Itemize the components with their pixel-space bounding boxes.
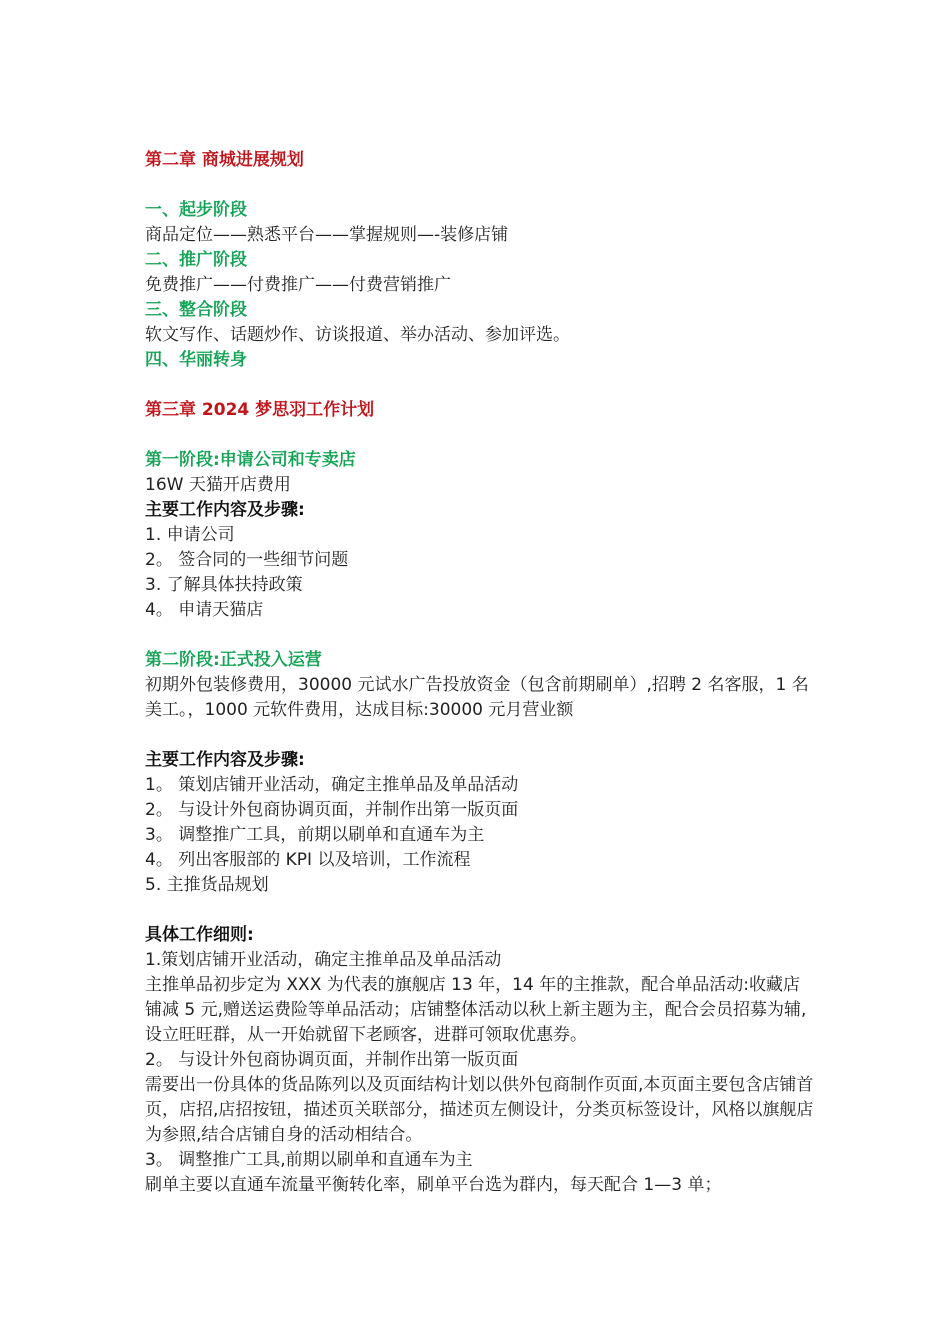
section-3-title: 三、整合阶段 bbox=[145, 300, 247, 320]
phase-1-step: 4。 申请天猫店 bbox=[145, 600, 264, 620]
phase-1-step: 2。 签合同的一些细节问题 bbox=[145, 550, 349, 570]
detail-paragraph: 需要出一份具体的货品陈列以及页面结构计划以供外包商制作页面,本页面主要包含店铺首页，店招,店招按钮，描述页关联部分，描述页左侧设计，分类页标签设计，风格以旗舰店为参照,结合店铺自身的活动相结合。 bbox=[145, 1075, 814, 1145]
detail-heading: 3。 调整推广工具,前期以刷单和直通车为主 bbox=[145, 1150, 473, 1170]
detail-paragraph: 主推单品初步定为 XXX 为代表的旗舰店 13 年，14 年的主推款，配合单品活动:收藏店铺减 5 元,赠送运费险等单品活动；店铺整体活动以秋上新主题为主，配合会员招募为辅,设立旺旺群，从一开始就留下老顾客，进群可领取优惠券。 bbox=[145, 975, 807, 1045]
phase-2-description: 初期外包装修费用，30000 元试水广告投放资金（包含前期刷单）,招聘 2 名客服，1 名美工。，1000 元软件费用，达成目标:30000 元月营业额 bbox=[145, 675, 809, 720]
section-4-title: 四、华丽转身 bbox=[145, 350, 247, 370]
detail-heading: 2。 与设计外包商协调页面，并制作出第一版页面 bbox=[145, 1050, 519, 1070]
spacer bbox=[145, 898, 815, 923]
phase-2-step: 3。 调整推广工具，前期以刷单和直通车为主 bbox=[145, 825, 485, 845]
phase-1-step: 3. 了解具体扶持政策 bbox=[145, 575, 303, 595]
document-body bbox=[145, 148, 815, 1198]
section-2-text: 免费推广——付费推广——付费营销推广 bbox=[145, 275, 451, 295]
chapter-2-title: 第二章 商城进展规划 bbox=[145, 150, 304, 170]
details-title: 具体工作细则: bbox=[145, 925, 254, 945]
spacer bbox=[145, 723, 815, 748]
spacer bbox=[145, 623, 815, 648]
section-2-title: 二、推广阶段 bbox=[145, 250, 247, 270]
phase-2-step: 4。 列出客服部的 KPI 以及培训，工作流程 bbox=[145, 850, 471, 870]
phase-2-step: 5. 主推货品规划 bbox=[145, 875, 269, 895]
spacer bbox=[145, 173, 815, 198]
section-1-text: 商品定位——熟悉平台——掌握规则—-装修店铺 bbox=[145, 225, 509, 245]
detail-paragraph: 刷单主要以直通车流量平衡转化率，刷单平台选为群内，每天配合 1—3 单； bbox=[145, 1175, 722, 1195]
phase-2-step: 1。 策划店铺开业活动，确定主推单品及单品活动 bbox=[145, 775, 519, 795]
phase-2-step: 2。 与设计外包商协调页面，并制作出第一版页面 bbox=[145, 800, 519, 820]
section-1-title: 一、起步阶段 bbox=[145, 200, 247, 220]
phase-2-title: 第二阶段:正式投入运营 bbox=[145, 650, 322, 670]
phase-1-cost: 16W 天猫开店费用 bbox=[145, 475, 291, 495]
phase-2-steps-title: 主要工作内容及步骤: bbox=[145, 750, 305, 770]
phase-1-step: 1. 申请公司 bbox=[145, 525, 235, 545]
spacer bbox=[145, 423, 815, 448]
detail-heading: 1.策划店铺开业活动，确定主推单品及单品活动 bbox=[145, 950, 502, 970]
chapter-3-title: 第三章 2024 梦思羽工作计划 bbox=[145, 400, 375, 420]
section-3-text: 软文写作、话题炒作、访谈报道、举办活动、参加评选。 bbox=[145, 325, 570, 345]
phase-1-title: 第一阶段:申请公司和专卖店 bbox=[145, 450, 356, 470]
phase-1-steps-title: 主要工作内容及步骤: bbox=[145, 500, 305, 520]
spacer bbox=[145, 373, 815, 398]
